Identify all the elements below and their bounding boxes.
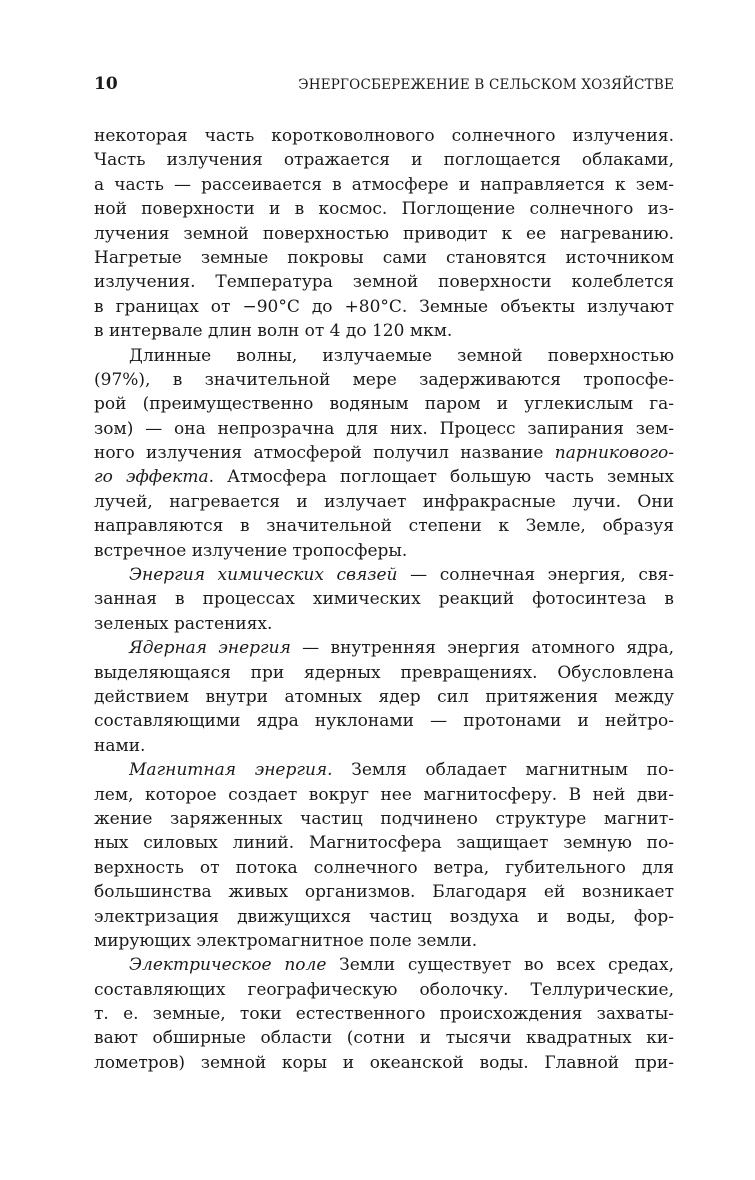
text-run: Нагретые земные покровы сами становятся источником xyxy=(94,247,674,268)
text-line xyxy=(94,270,674,294)
text-run: ных силовых линий. Магнитосфера защищает земную по- xyxy=(94,833,674,854)
italic-term: Магнитная энергия. xyxy=(129,760,333,781)
text-line xyxy=(94,929,674,953)
text-run: — внутренняя энергия атомного ядра, xyxy=(290,638,674,659)
text-line xyxy=(94,1002,674,1026)
running-title: ЭНЕРГОСБЕРЕЖЕНИЕ В СЕЛЬСКОМ ХОЗЯЙСТВЕ xyxy=(298,77,674,93)
text-line xyxy=(94,392,674,416)
text-line xyxy=(94,417,674,441)
text-line xyxy=(94,953,674,977)
text-line xyxy=(94,124,674,148)
italic-term: Ядерная энергия xyxy=(129,638,291,659)
text-run: . Атмосфера поглощает большую часть земных xyxy=(208,467,674,488)
text-run: в границах от −90°С до +80°С. Земные объекты излучают xyxy=(94,296,674,317)
text-run: действием внутри атомных ядер сил притяжения между xyxy=(94,686,674,707)
text-run: электризация движущихся частиц воздуха и воды, фор- xyxy=(94,906,674,927)
text-line xyxy=(94,490,674,514)
text-run: зом) — она непрозрачна для них. Процесс запирания зем- xyxy=(94,418,674,439)
body-text xyxy=(94,124,674,1075)
text-run: ной поверхности и в космос. Поглощение солнечного из- xyxy=(94,199,674,220)
text-line xyxy=(94,1051,674,1075)
text-line xyxy=(94,344,674,368)
text-line xyxy=(94,1026,674,1050)
text-run: жение заряженных частиц подчинено структуре магнит- xyxy=(94,808,674,829)
text-run: Длинные волны, излучаемые земной поверхностью xyxy=(129,345,674,366)
text-run: Земли существует во всех средах, xyxy=(326,955,675,976)
text-line xyxy=(94,978,674,1002)
italic-term: парникового- xyxy=(554,443,674,464)
text-line xyxy=(94,222,674,246)
text-line xyxy=(94,368,674,392)
italic-term: Электрическое поле xyxy=(129,955,327,976)
page-number: 10 xyxy=(94,74,118,94)
text-run: лометров) земной коры и океанской воды. Главной при- xyxy=(94,1052,674,1073)
text-run: направляются в значительной степени к Земле, образуя xyxy=(94,516,674,537)
italic-term: го эффекта xyxy=(94,467,209,488)
text-line xyxy=(94,587,674,611)
text-run: (97%), в значительной мере задерживаются тропосфе- xyxy=(94,369,674,390)
text-run: некоторая часть коротковолнового солнечного излучения. xyxy=(94,126,674,146)
text-line xyxy=(94,246,674,270)
text-line xyxy=(94,173,674,197)
text-line xyxy=(94,197,674,221)
text-run: ного излучения атмосферой получил название xyxy=(94,443,555,464)
text-line xyxy=(94,539,674,563)
text-run: а часть — рассеивается в атмосфере и направляется к зем- xyxy=(94,174,674,195)
text-line xyxy=(94,661,674,685)
text-line xyxy=(94,807,674,831)
text-line xyxy=(94,319,674,343)
text-run: лем, которое создает вокруг нее магнитосферу. В ней дви- xyxy=(94,784,674,805)
text-line xyxy=(94,636,674,660)
text-run: составляющих географическую оболочку. Теллурические, xyxy=(94,979,674,1000)
text-line xyxy=(94,880,674,904)
text-run: зеленых растениях. xyxy=(94,613,273,634)
text-run: встречное излучение тропосферы. xyxy=(94,540,408,561)
text-line xyxy=(94,514,674,538)
text-run: Земля обладает магнитным по- xyxy=(332,760,674,781)
text-line xyxy=(94,685,674,709)
text-run: Часть излучения отражается и поглощается облаками, xyxy=(94,150,674,171)
text-run: т. е. земные, токи естественного происхождения захваты- xyxy=(94,1004,674,1025)
text-run: в интервале длин волн от 4 до 120 мкм. xyxy=(94,321,453,342)
text-line xyxy=(94,295,674,319)
text-run: — солнечная энергия, свя- xyxy=(397,565,674,586)
text-run: излучения. Температура земной поверхности колеблется xyxy=(94,272,674,293)
text-line xyxy=(94,905,674,929)
text-run: лучей, нагревается и излучает инфракрасные лучи. Они xyxy=(94,491,674,512)
text-run: выделяющаяся при ядерных превращениях. Обусловлена xyxy=(94,662,674,683)
text-line xyxy=(94,734,674,758)
text-run: занная в процессах химических реакций фотосинтеза в xyxy=(94,589,674,610)
text-run: рой (преимущественно водяным паром и углекислым га- xyxy=(94,394,674,415)
text-run: лучения земной поверхностью приводит к ее нагреванию. xyxy=(94,223,674,244)
running-head xyxy=(94,72,674,96)
text-run: составляющими ядра нуклонами — протонами и нейтро- xyxy=(94,711,674,732)
text-line xyxy=(94,783,674,807)
text-line xyxy=(94,612,674,636)
italic-term: Энергия химических связей xyxy=(129,565,398,586)
text-run: большинства живых организмов. Благодаря ей возникает xyxy=(94,882,674,903)
text-line xyxy=(94,758,674,782)
text-run: вают обширные области (сотни и тысячи квадратных ки- xyxy=(94,1028,674,1049)
text-line xyxy=(94,709,674,733)
text-run: верхность от потока солнечного ветра, губительного для xyxy=(94,857,674,878)
text-run: нами. xyxy=(94,735,146,756)
text-line xyxy=(94,465,674,489)
text-line xyxy=(94,563,674,587)
text-line xyxy=(94,441,674,465)
text-line xyxy=(94,856,674,880)
text-line xyxy=(94,148,674,172)
text-run: мирующих электромагнитное поле земли. xyxy=(94,930,478,951)
text-line xyxy=(94,831,674,855)
